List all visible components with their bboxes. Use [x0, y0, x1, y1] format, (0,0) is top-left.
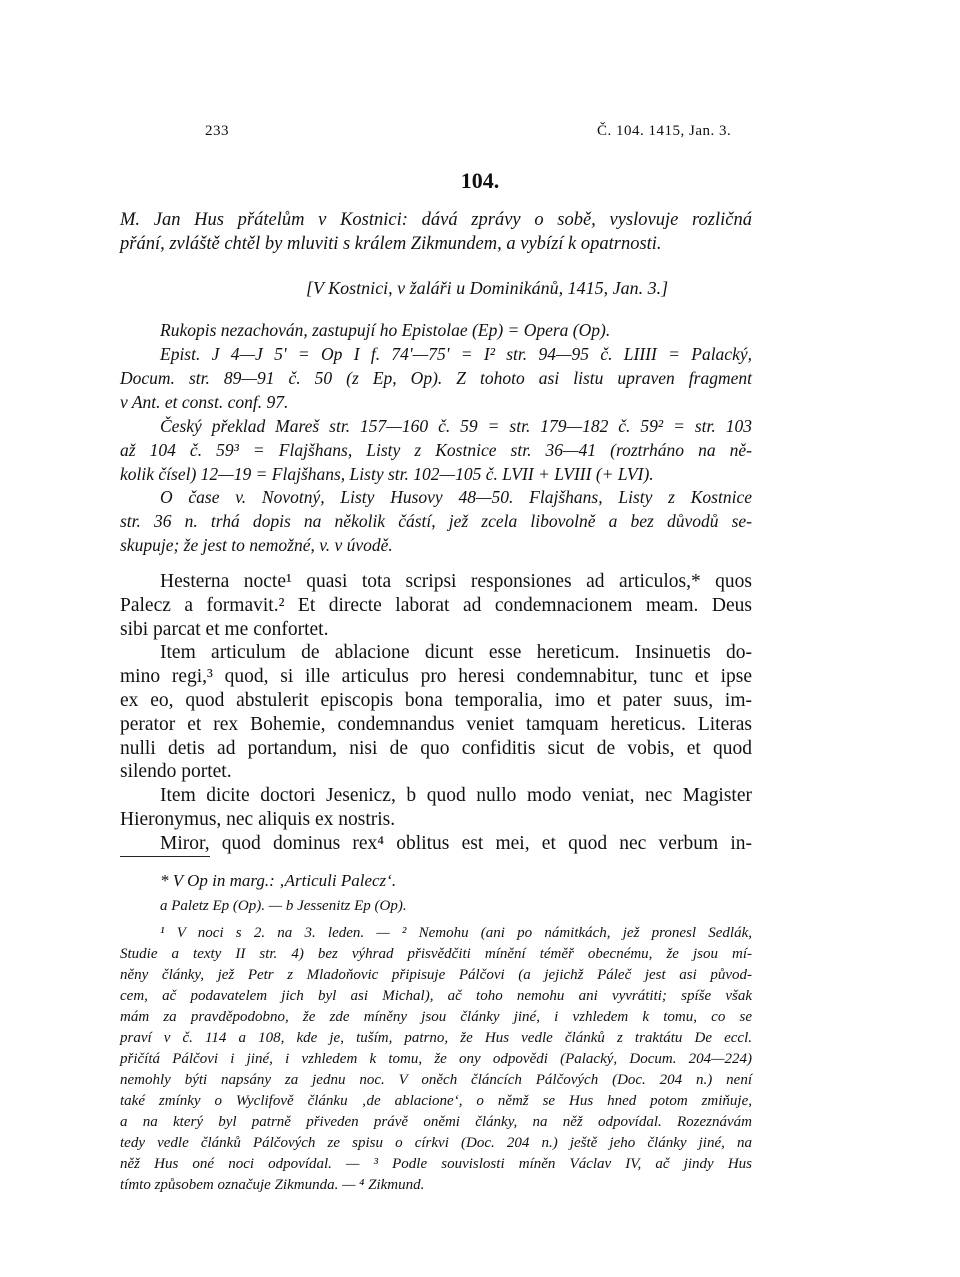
note-line: nemohly býti napsány za jednu noc. V oněch článcích Pálčových (Doc. 204 n.) není — [120, 1072, 752, 1088]
note-line: něny články, jež Petr z Mladoňovic připisuje Pálčovi (a jejichž Páleč jest asi původ- — [120, 967, 752, 983]
place-date-line — [306, 276, 746, 300]
body-line: Hieronymus, nec aliquis ex nostris. — [120, 808, 396, 830]
note-line: a na který byl patrně přiveden právě oněmi články, na něž odpovídal. Rozeznávám — [120, 1114, 752, 1130]
note-line: Studie a texty II str. 4) bez výhrad přisvědčiti mínění téměř obecnému, že jsou mí- — [120, 946, 752, 962]
body-line: perator et rex Bohemie, condemnandus veniet tamquam hereticus. Literas — [120, 713, 752, 735]
translation-line: Český překlad Mareš str. 157—160 č. 59 = str. 179—182 č. 59² = str. 103 — [160, 416, 752, 436]
note-line: přičítá Pálčovi i jiné, i vzhledem k tomu, že ony odpovědi (Palacký, Docum. 204—224) — [120, 1051, 752, 1067]
date-note-line: skupuje; že jest to nemožné, v. v úvodě. — [120, 535, 393, 555]
place-date: [V Kostnici, v žaláři u Dominikánů, 1415, Jan. 3.] — [306, 278, 669, 298]
body-line: Miror, quod dominus rex⁴ oblitus est mei, et quod nec verbum in- — [160, 832, 752, 854]
note-line: tedy vedle článků Pálčových ze spisu o církvi (Doc. 204 n.) ještě jeho články jiné, na — [120, 1135, 752, 1151]
source-line: Rukopis nezachován, zastupují ho Epistolae (Ep) = Opera (Op). — [160, 320, 611, 340]
footnote-divider — [120, 856, 210, 857]
title-line: přání, zvláště chtěl by mluviti s králem Zikmundem, a vybízí k opatrnosti. — [120, 234, 662, 254]
body-line: Palecz a formavit.² Et directe laborat ad condemnacionem meam. Deus — [120, 594, 752, 616]
explanatory-notes — [120, 923, 752, 1196]
source-line: Epist. J 4—J 5' = Op I f. 74'—75' = I² str. 94—95 č. LIIII = Palacký, — [160, 344, 752, 364]
note-line: cem, ač podavatelem jich byl asi Michal), ač toho nemohu ani vyvrátiti; spíše však — [120, 988, 752, 1004]
body-line: silendo portet. — [120, 761, 232, 783]
footnotes — [120, 870, 752, 1196]
note-line: ¹ V noci s 2. na 3. leden. — ² Nemohu (ani po námitkách, jež pronesl Sedlák, — [160, 925, 752, 941]
translation-line: kolik čísel) 12—19 = Flajšhans, Listy str. 102—105 č. LVII + LVIII (+ LVI). — [120, 464, 654, 484]
body-line: Item dicite doctori Jesenicz, b quod nullo modo veniat, nec Magister — [160, 785, 752, 807]
body-line: ex eo, quod abstulerit episcopis bona temporalia, imo et pater suus, im- — [120, 689, 752, 711]
page-number: 233 — [205, 123, 229, 139]
variant-footnote: a Paletz Ep (Op). — b Jessenitz Ep (Op). — [160, 898, 407, 914]
date-note-line: str. 36 n. trhá dopis na několik částí, jež zcela libovolně a bez důvodů se- — [120, 511, 752, 531]
translation-note — [120, 414, 752, 486]
date-note — [120, 485, 752, 557]
note-line: mám za pravděpodobno, že zde míněny jsou články jiné, i vzhledem k tomu, co se — [120, 1009, 752, 1025]
title-line: M. Jan Hus přátelům v Kostnici: dává zprávy o sobě, vyslovuje rozličná — [120, 210, 752, 230]
source-note — [120, 318, 752, 414]
marginal-footnote: * V Op in marg.: ‚Articuli Palecz‘. — [160, 871, 397, 890]
note-line: něž Hus oné noci odpovídal. — ³ Podle souvislosti míněn Václav IV, ač jindy Hus — [120, 1156, 752, 1172]
body-line: Hesterna nocte¹ quasi tota scripsi responsiones ad articulos,* quos — [160, 571, 752, 592]
letter-body — [120, 570, 752, 856]
running-head: Č. 104. 1415, Jan. 3. — [597, 123, 732, 139]
note-line: tímto způsobem označuje Zikmunda. — ⁴ Zikmund. — [120, 1177, 425, 1193]
date-note-line: O čase v. Novotný, Listy Husovy 48—50. Flajšhans, Listy z Kostnice — [160, 487, 752, 507]
body-line: nulli detis ad portandum, nisi de quo confiditis sicut de vobis, et quod — [120, 737, 752, 759]
note-line: také zmínky o Wyclifově článku ‚de ablacione‘, o němž se Hus hned potom zmiňuje, — [120, 1093, 752, 1109]
document-number: 104. — [460, 168, 500, 193]
source-line: v Ant. et const. conf. 97. — [120, 392, 289, 412]
body-line: Item articulum de ablacione dicunt esse hereticum. Insinuetis do- — [160, 642, 752, 664]
document-title — [120, 208, 752, 256]
translation-line: až 104 č. 59³ = Flajšhans, Listy z Kostnice str. 36—41 (roztrháno na ně- — [120, 440, 752, 460]
source-line: Docum. str. 89—91 č. 50 (z Ep, Op). Z tohoto asi listu upraven fragment — [120, 368, 752, 388]
body-line: mino regi,³ quod, si ille articulus pro heresi condemnabitur, tunc et ipse — [120, 666, 752, 688]
note-line: praví v č. 114 a 108, kde je, tuším, patrno, že Hus vedle článků z traktátu De eccl. — [120, 1030, 752, 1046]
body-line: sibi parcat et me confortet. — [120, 618, 329, 640]
